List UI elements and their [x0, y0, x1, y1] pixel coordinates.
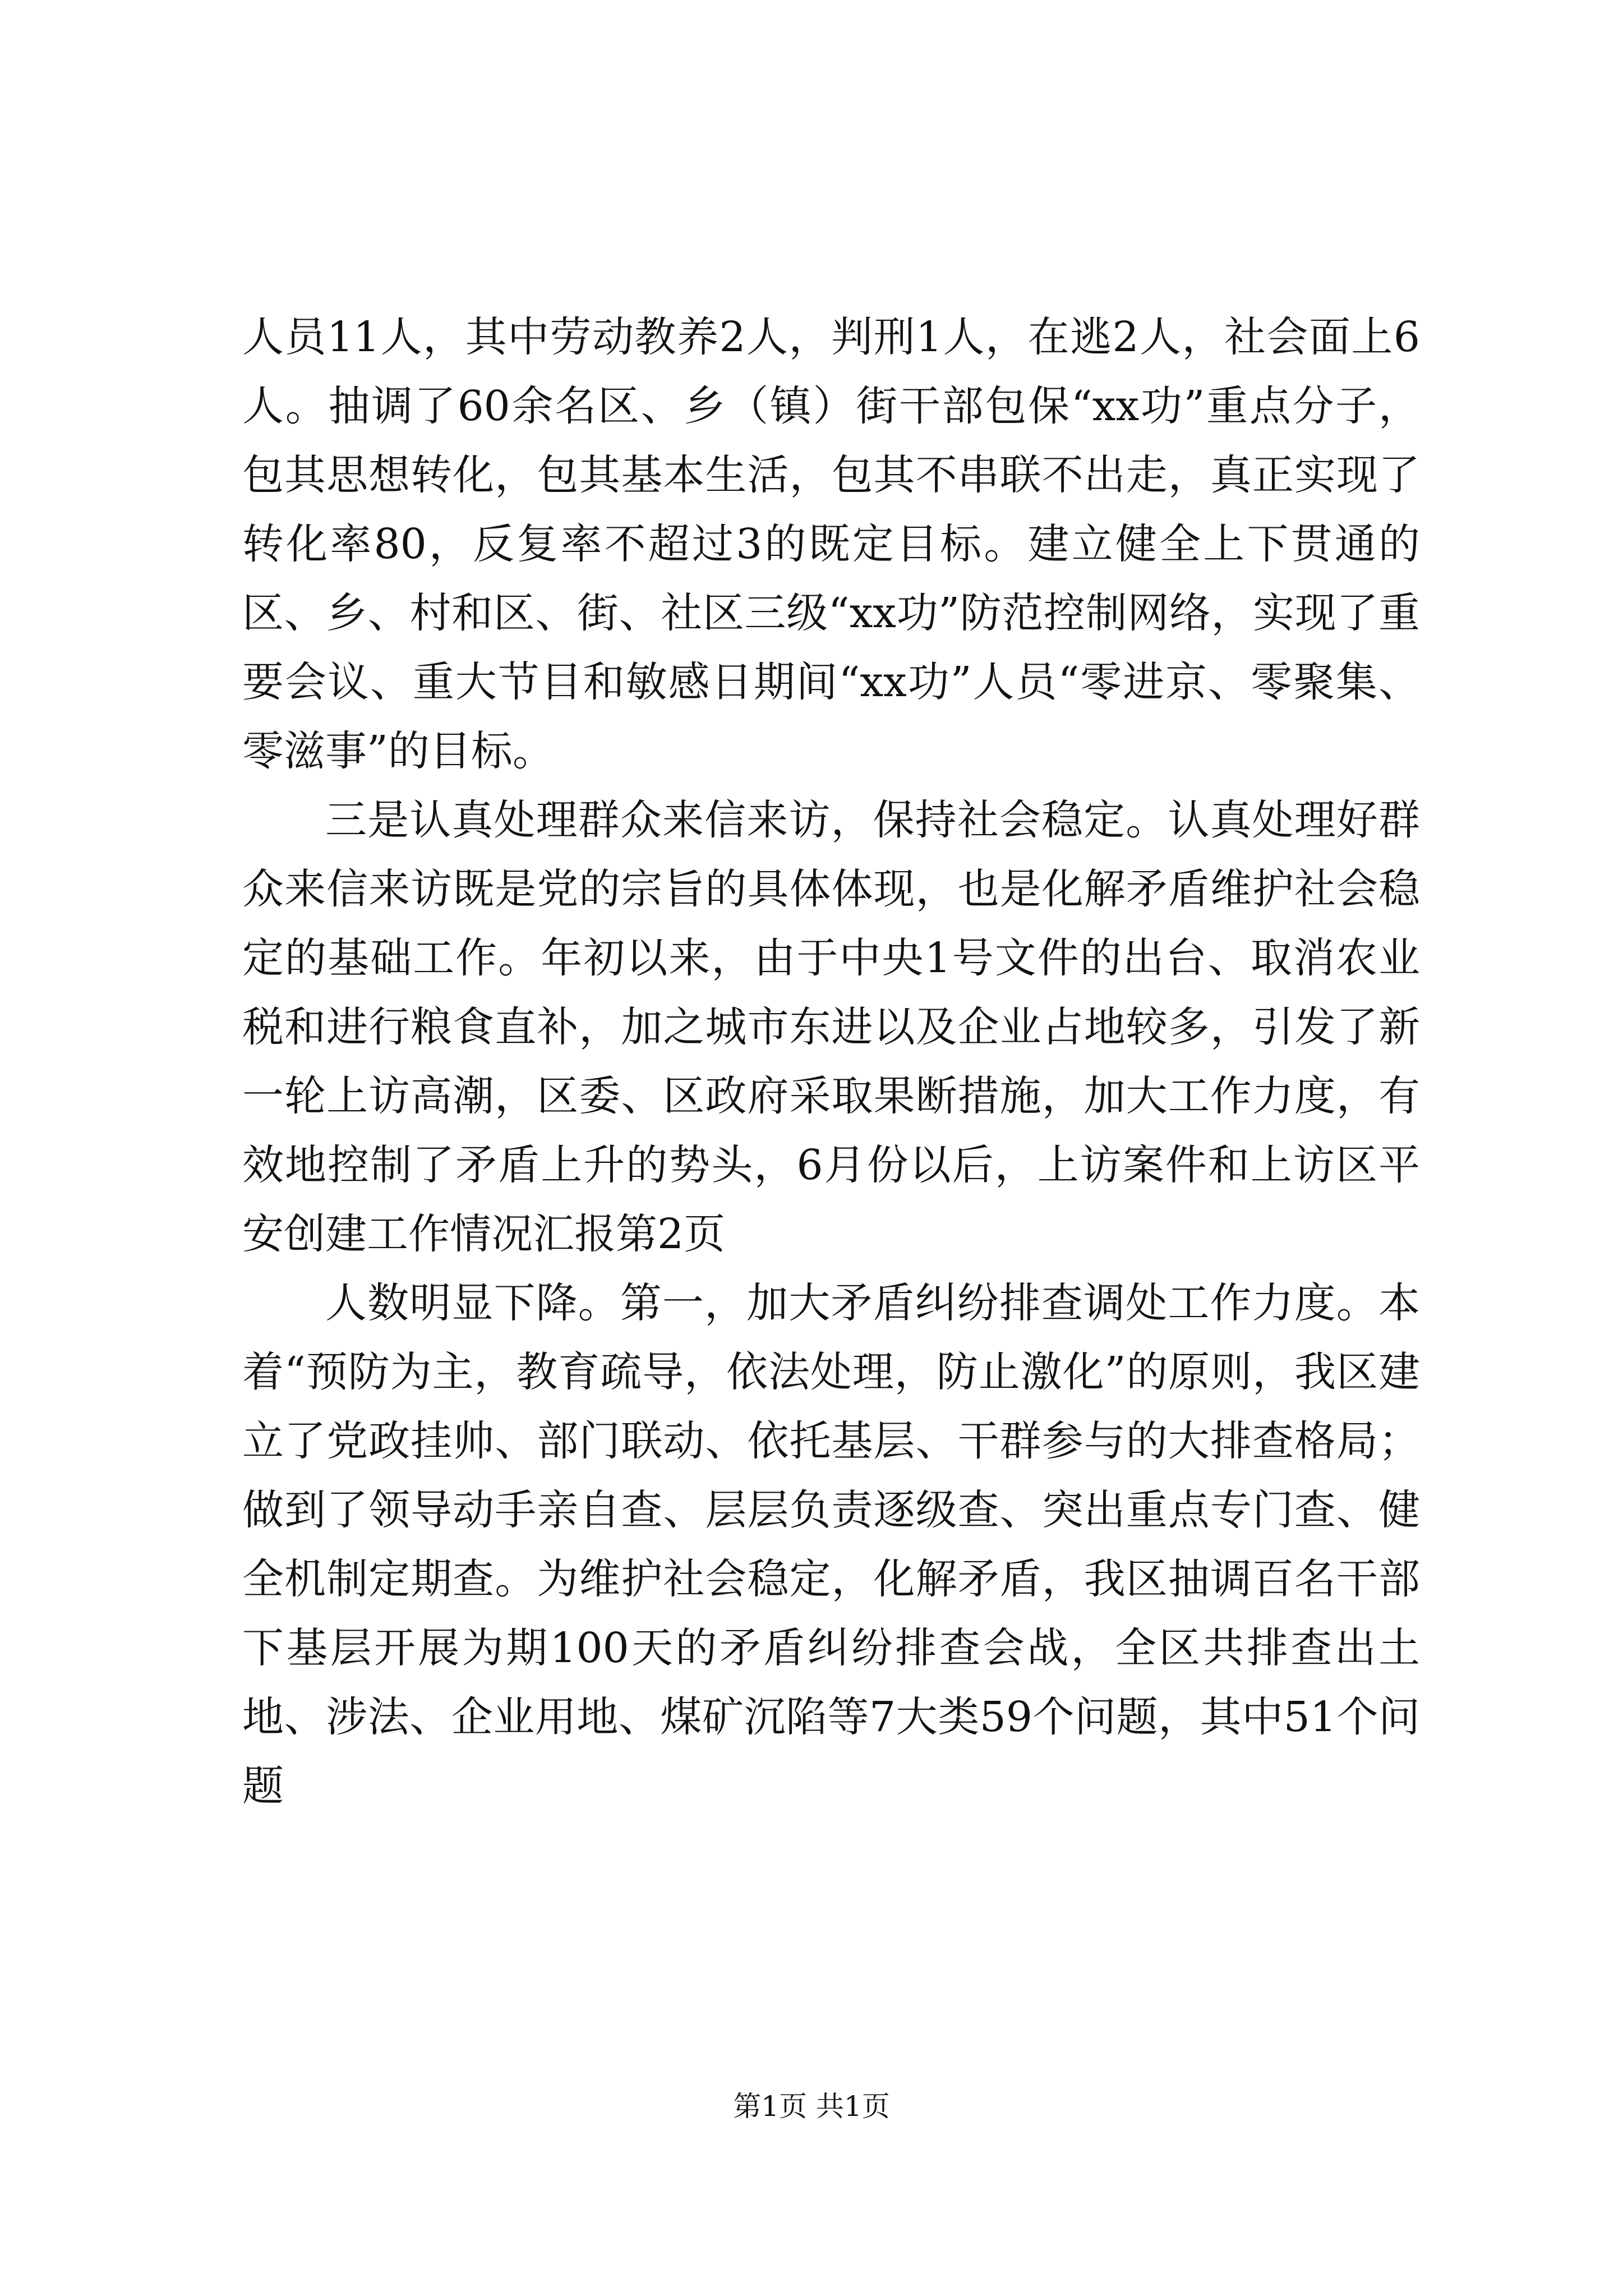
paragraph-3: 人数明显下降。第一，加大矛盾纠纷排查调处工作力度。本着“预防为主，教育疏导，依法处理，防止激化”的原则，我区建立了党政挂帅、部门联动、依托基层、干群参与的大排查格局；做到了领导动手亲自查、层层负责逐级查、突出重点专门查、健全机制定期查。为维护社会稳定，化解矛盾，我区抽调百名干部下基层开展为期100天的矛盾纠纷排查会战，全区共排查出土地、涉法、企业用地、煤矿沉陷等7大类59个问题，其中51个问题 — [242, 1279, 1420, 1810]
page-number-label: 第1页 共1页 — [733, 2090, 890, 2123]
paragraph-2: 三是认真处理群众来信来访，保持社会稳定。认真处理好群众来信来访既是党的宗旨的具体体现，也是化解矛盾维护社会稳定的基础工作。年初以来，由于中央1号文件的出台、取消农业税和进行粮食直补，加之城市东进以及企业占地较多，引发了新一轮上访高潮，区委、区政府采取果断措施，加大工作力度，有效地控制了矛盾上升的势头，6月份以后，上访案件和上访区平安创建工作情况汇报第2页 — [242, 796, 1420, 1258]
page-footer — [0, 2087, 1623, 2126]
document-body — [242, 303, 1420, 1821]
paragraph-1: 人员11人，其中劳动教养2人，判刑1人，在逃2人，社会面上6人。抽调了60余名区、乡（镇）街干部包保“xx功”重点分子，包其思想转化，包其基本生活，包其不串联不出走，真正实现了转化率80，反复率不超过3的既定目标。建立健全上下贯通的区、乡、村和区、街、社区三级“xx功”防范控制网络，实现了重要会议、重大节目和敏感日期间“xx功”人员“零进京、零聚集、零滋事”的目标。 — [242, 313, 1420, 775]
